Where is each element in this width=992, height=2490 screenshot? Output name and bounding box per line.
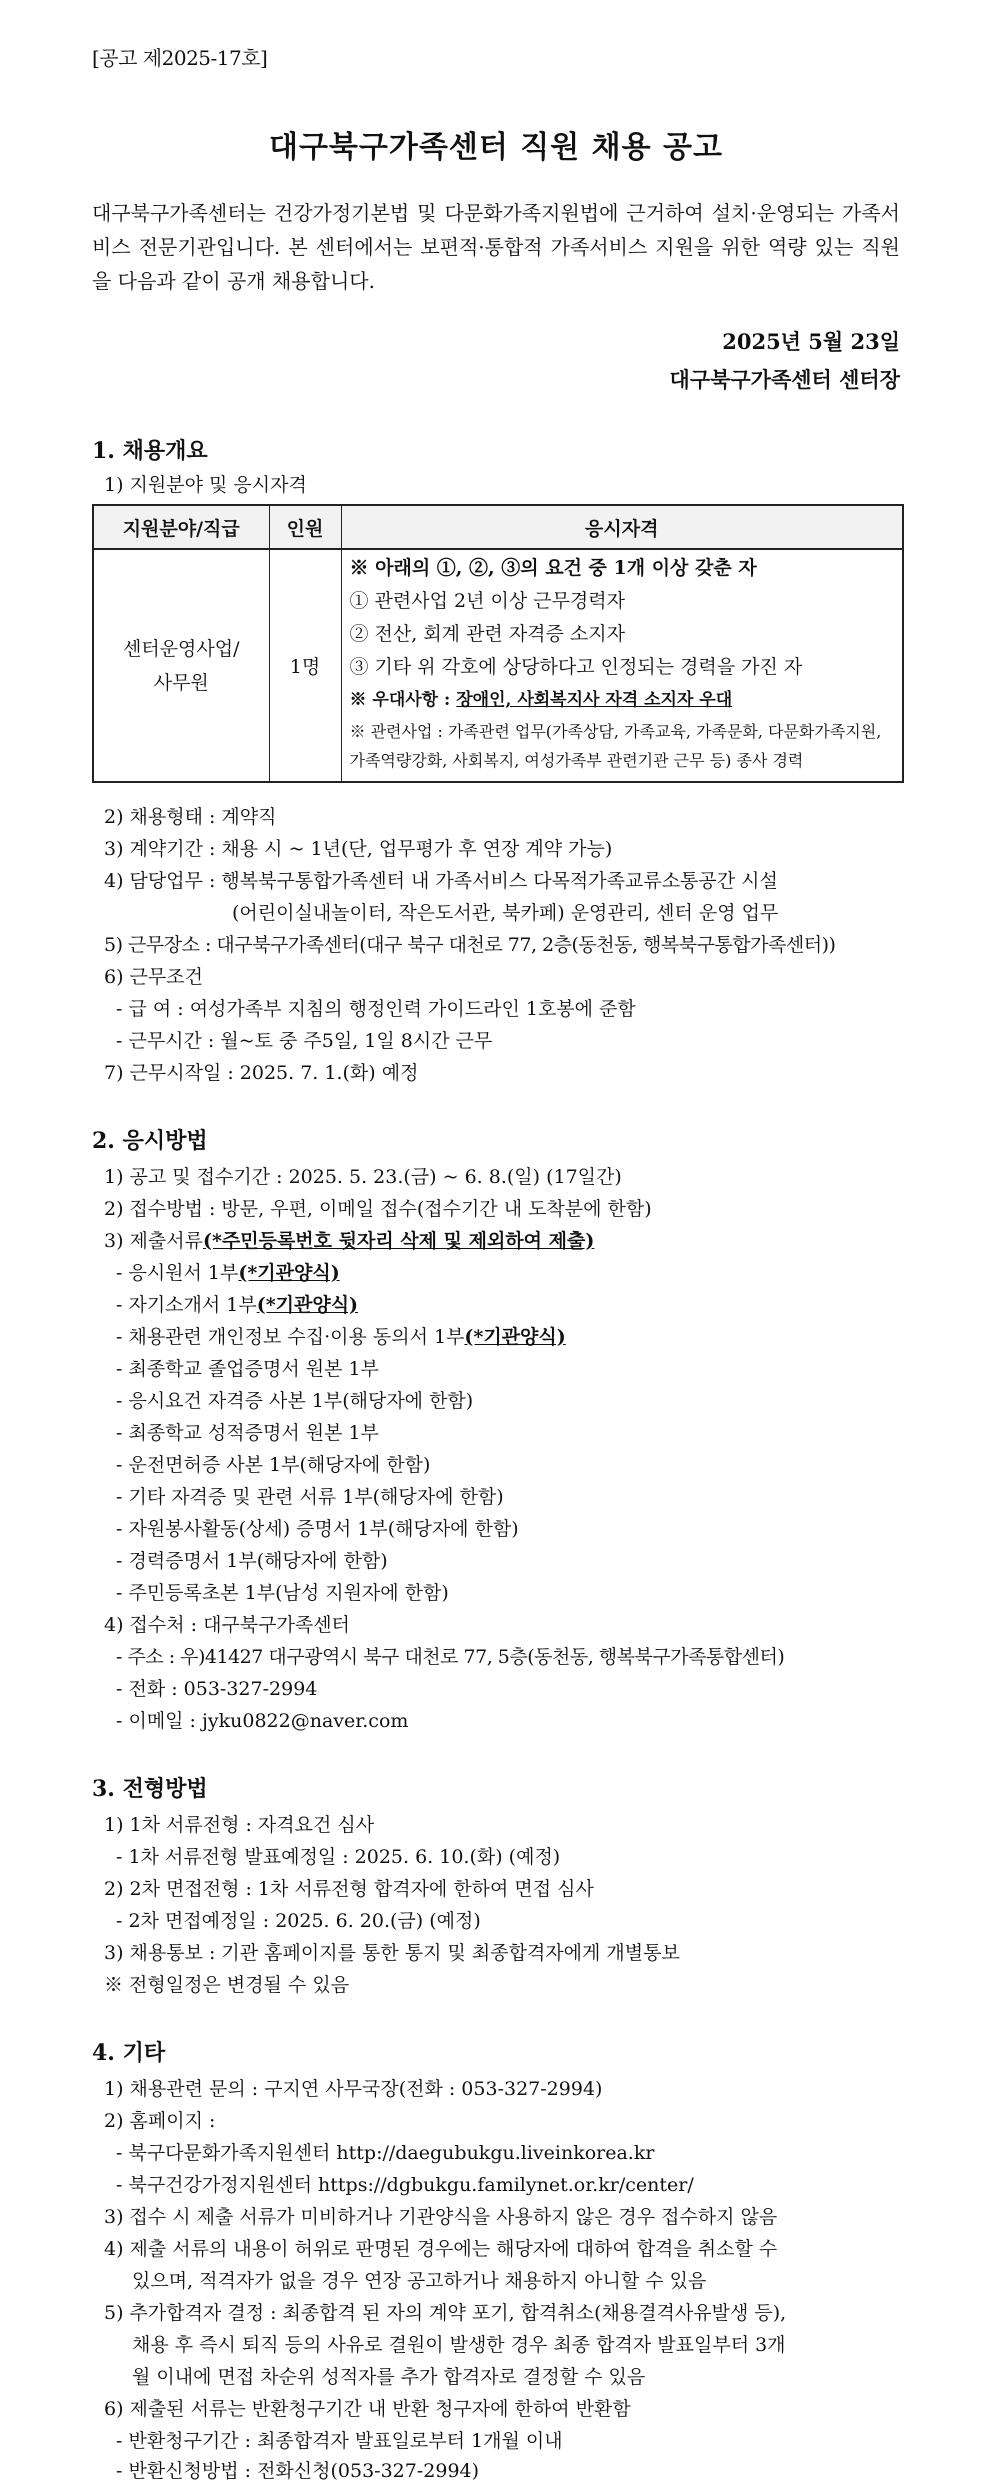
table-cell-qualification <box>341 549 903 782</box>
list-item: - 반환신청방법 : 전화신청(053-327-2994) <box>116 2460 480 2482</box>
list-item: 2) 채용형태 : 계약직 <box>104 806 277 828</box>
list-item: 3) 계약기간 : 채용 시 ~ 1년(단, 업무평가 후 연장 계약 가능) <box>104 838 613 860</box>
list-item: (어린이실내놀이터, 작은도서관, 북카페) 운영관리, 센터 운영 업무 <box>232 902 779 924</box>
list-item: - 최종학교 졸업증명서 원본 1부 <box>116 1358 379 1380</box>
list-item: 7) 근무시작일 : 2025. 7. 1.(화) 예정 <box>104 1062 419 1084</box>
page-title: 대구북구가족센터 직원 채용 공고 <box>268 130 724 165</box>
list-item: 2) 홈페이지 : <box>104 2110 216 2132</box>
list-item: 4) 접수처 : 대구북구가족센터 <box>104 1614 350 1636</box>
address: - 주소 : 우)41427 대구광역시 북구 대천로 77, 5층(동천동, 행복북구가족통합센터) <box>116 1646 785 1668</box>
table-row <box>93 549 903 782</box>
list-item: - 경력증명서 1부(해당자에 한함) <box>116 1550 388 1572</box>
list-item <box>104 1226 594 1253</box>
list-item: - 북구다문화가족지원센터 http://daegubukgu.liveinkorea.kr <box>116 2142 655 2164</box>
list-item: - 응시요건 자격증 사본 1부(해당자에 한함) <box>116 1390 474 1412</box>
list-item: - 급 여 : 여성가족부 지침의 행정인력 가이드라인 1호봉에 준함 <box>116 998 636 1020</box>
doc-name: - 채용관련 개인정보 수집·이용 동의서 1부 <box>116 1326 465 1348</box>
list-item: 6) 제출된 서류는 반환청구기간 내 반환 청구자에 한하여 반환함 <box>104 2398 631 2420</box>
table-header-field: 지원분야/직급 <box>93 505 269 549</box>
table-cell-count: 1명 <box>269 549 341 782</box>
list-item: 3) 채용통보 : 기관 홈페이지를 통한 통지 및 최종합격자에게 개별통보 <box>104 1942 680 1964</box>
email: - 이메일 : jyku0822@naver.com <box>116 1710 409 1732</box>
list-item: - 최종학교 성적증명서 원본 1부 <box>116 1422 379 1444</box>
docs-label: 3) 제출서류 <box>104 1230 203 1252</box>
doc-name: - 자기소개서 1부 <box>116 1294 257 1316</box>
doc-form-note: (*기관양식) <box>238 1262 340 1284</box>
list-item <box>116 1290 358 1317</box>
doc-form-note: (*기관양식) <box>464 1326 566 1348</box>
list-item: 4) 담당업무 : 행복북구통합가족센터 내 가족서비스 다목적가족교류소통공간 시설 <box>104 870 778 892</box>
related-work-note: ※ 관련사업 : 가족관련 업무(가족상담, 가족교육, 가족문화, 다문화가족지원, 가족역량강화, 사회복지, 여성가족부 관련기관 근무 등) 종사 경력 <box>349 722 882 770</box>
list-item: - 운전면허증 사본 1부(해당자에 한함) <box>116 1454 431 1476</box>
list-item: 2) 2차 면접전형 : 1차 서류전형 합격자에 한하여 면접 심사 <box>104 1878 594 1900</box>
qualification-item-2: ② 전산, 회계 관련 자격증 소지자 <box>349 623 625 645</box>
list-item: - 북구건강가정지원센터 https://dgbukgu.familynet.or.kr/center/ <box>116 2174 694 2196</box>
section-title-other: 4. 기타 <box>92 2040 166 2066</box>
list-item: 6) 근무조건 <box>104 966 203 988</box>
section-title-overview: 1. 채용개요 <box>92 438 208 464</box>
issuer-signature: 대구북구가족센터 센터장 <box>669 367 900 392</box>
list-item: - 자원봉사활동(상세) 증명서 1부(해당자에 한함) <box>116 1518 519 1540</box>
preference-note <box>350 684 895 717</box>
list-item: 5) 근무장소 : 대구북구가족센터(대구 북구 대천로 77, 2층(동천동, 행복북구통합가족센터)) <box>104 934 836 956</box>
list-item: ※ 전형일정은 변경될 수 있음 <box>104 1974 350 1996</box>
table-cell-field <box>93 549 269 782</box>
qualification-item-3: ③ 기타 위 각호에 상당하다고 인정되는 경력을 가진 자 <box>349 656 803 678</box>
list-item: 1) 채용관련 문의 : 구지연 사무국장(전화 : 053-327-2994) <box>104 2078 603 2100</box>
list-item <box>116 1258 340 1285</box>
notice-number: [공고 제2025-17호] <box>92 46 268 70</box>
section-title-selection: 3. 전형방법 <box>92 1776 208 1802</box>
list-item: 1) 1차 서류전형 : 자격요건 심사 <box>104 1814 375 1836</box>
list-item: - 기타 자격증 및 관련 서류 1부(해당자에 한함) <box>116 1486 504 1508</box>
notice-date: 2025년 5월 23일 <box>722 329 900 354</box>
qualification-item-1: ① 관련사업 2년 이상 근무경력자 <box>349 590 625 612</box>
list-item: 1) 공고 및 접수기간 : 2025. 5. 23.(금) ~ 6. 8.(일) (17일간) <box>104 1166 622 1188</box>
list-item: 채용 후 즉시 퇴직 등의 사유로 결원이 발생한 경우 최종 합격자 발표일부터 3개 <box>132 2334 786 2356</box>
doc-name: - 응시원서 1부 <box>116 1262 239 1284</box>
list-item: 있으며, 적격자가 없을 경우 연장 공고하거나 채용하지 아니할 수 있음 <box>132 2270 707 2292</box>
list-item: - 1차 서류전형 발표예정일 : 2025. 6. 10.(화) (예정) <box>116 1846 561 1868</box>
list-item <box>116 1322 566 1349</box>
docs-note: (*주민등록번호 뒷자리 삭제 및 제외하여 제출) <box>202 1230 595 1252</box>
field-line-1: 센터운영사업/ <box>122 637 240 660</box>
doc-form-note: (*기관양식) <box>256 1294 359 1316</box>
list-item: 5) 추가합격자 결정 : 최종합격 된 자의 계약 포기, 합격취소(채용결격사유발생 등), <box>104 2302 787 2324</box>
list-item: 4) 제출 서류의 내용이 허위로 판명된 경우에는 해당자에 대하여 합격을 취소할 수 <box>104 2238 778 2260</box>
intro-paragraph: 대구북구가족센터는 건강가정기본법 및 다문화가족지원법에 근거하여 설치·운영되는 가족서비스 전문기관입니다. 본 센터에서는 보편적·통합적 가족서비스 지원을 위한 역량 있는 직원을 다음과 같이 공개 채용합니다. <box>92 201 900 293</box>
table-header-count: 인원 <box>269 505 341 549</box>
list-item: 3) 접수 시 제출 서류가 미비하거나 기관양식을 사용하지 않은 경우 접수하지 않음 <box>104 2206 778 2228</box>
qualification-table <box>92 504 904 783</box>
phone: - 전화 : 053-327-2994 <box>116 1678 318 1700</box>
preference-value: 장애인, 사회복지사 자격 소지자 우대 <box>456 690 733 710</box>
list-item: - 반환청구기간 : 최종합격자 발표일로부터 1개월 이내 <box>116 2430 563 2452</box>
list-item: 월 이내에 면접 차순위 성적자를 추가 합격자로 결정할 수 있음 <box>132 2366 646 2388</box>
qualification-heading: ※ 아래의 ①, ②, ③의 요건 중 1개 이상 갖춘 자 <box>349 557 757 579</box>
section-title-application: 2. 응시방법 <box>92 1128 208 1154</box>
subheading-qualifications: 1) 지원분야 및 응시자격 <box>104 474 307 496</box>
list-item: - 주민등록초본 1부(남성 지원자에 한함) <box>116 1582 449 1604</box>
table-header-qualification: 응시자격 <box>341 505 903 549</box>
list-item: - 근무시간 : 월~토 중 주5일, 1일 8시간 근무 <box>116 1030 493 1052</box>
list-item: 2) 접수방법 : 방문, 우편, 이메일 접수(접수기간 내 도착분에 한함) <box>104 1198 652 1220</box>
list-item: - 2차 면접예정일 : 2025. 6. 20.(금) (예정) <box>116 1910 481 1932</box>
field-line-2: 사무원 <box>153 671 209 694</box>
preference-label: ※ 우대사항 : <box>349 690 457 710</box>
